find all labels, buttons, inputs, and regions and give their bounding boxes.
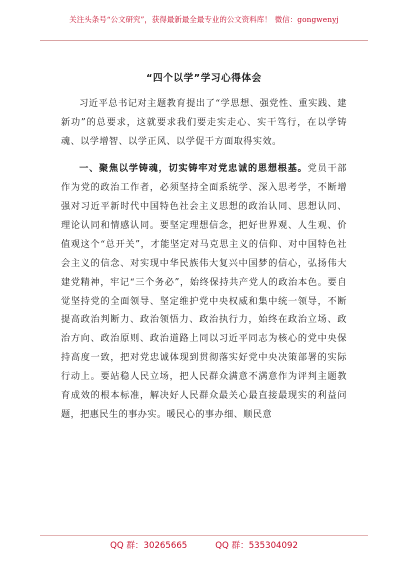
- section-1-text: 党员干部作为党的政治工作者，必须坚持全面系统学、深入思考学，不断增强对习近平新时代中国特色社会主义思想的政治认同、思想认同、理论认同和情感认同。要坚定理想信念，把好世界观、人生观、价值观这个“总开关”，才能坚定对马克思主义的信仰、对中国特色社会主义的信念、对实现中华民族伟大复兴中国梦的信心，弘扬伟大建党精神，牢记“三个务必”，始终保持共产党人的政治本色。要自觉坚持党的全面领导、坚定维护党中央权威和集中统一领导，不断提高政治判断力、政治领悟力、政治执行力，始终在政治立场、政治方向、政治原则、政治道路上同以习近平同志为核心的党中央保持高度一致，把对党忠诚体现到贯彻落实好党中央决策部署的实际行动上。要站稳人民立场，把人民群众满意不满意作为评判主题教育成效的根本标准，解决好人民群众最关心最直接最现实的利益问题，把惠民生的事办实。暖民心的事办细、顺民意: [61, 163, 347, 421]
- section-1-heading: 一、聚焦以学铸魂，切实铸牢对党忠诚的思想根基。: [79, 163, 308, 174]
- document-title: “四个以学”学习心得体会: [146, 73, 262, 84]
- header-promo-text: 关注头条号“公文研究”，获得最新最全最专业的公文资料库！: [69, 15, 272, 24]
- intro-paragraph: 习近平总书记对主题教育提出了“学思想、强党性、重实践、建新功”的总要求，这就要求我们要走实走心、实干笃行，在以学铸魂、以学增智、以学正风、以学促干方面取得实效。: [61, 99, 347, 147]
- header-note: [0, 14, 408, 25]
- footer-qq-group-1: QQ 群：30265665: [110, 541, 188, 551]
- header-wechat-text: 微信：gongwenyj: [274, 15, 339, 24]
- header-divider: [40, 40, 368, 41]
- footer: [0, 539, 408, 551]
- footer-qq-group-2: QQ 群：535304092: [215, 541, 298, 551]
- footer-divider: [40, 535, 368, 536]
- section-1-paragraph: [61, 160, 347, 425]
- document-body: [61, 95, 347, 425]
